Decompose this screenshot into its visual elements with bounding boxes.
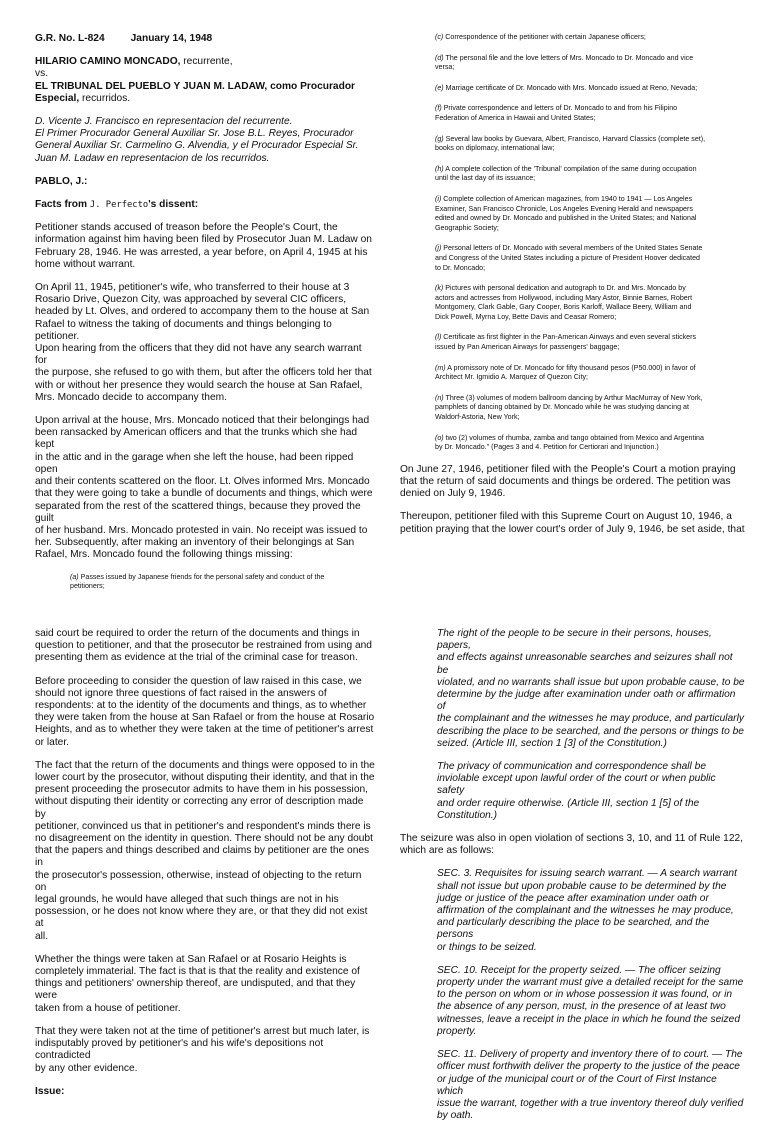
- spacer: [35, 943, 375, 954]
- body-paragraph: [35, 1026, 375, 1075]
- counsel-line: D. Vicente J. Francisco en representacion del recurrente.: [35, 116, 293, 128]
- item-text: Geographic Society;: [435, 223, 499, 232]
- item-text: Personal letters of Dr. Moncado with several members of the United States Senate: [443, 244, 703, 253]
- spacer: [435, 124, 745, 135]
- item-text: Several law books by Guevara, Albert, Francisco, Harvard Classics (complete set),: [445, 134, 706, 143]
- quote-paragraph: [437, 628, 745, 750]
- text-line: petition praying that the lower court's order of July 9, 1946, be set aside, that: [400, 523, 745, 535]
- text-line: question to petitioner, and that the prosecutor be restrained from using and: [35, 640, 372, 652]
- left-top-paragraphs: [35, 222, 375, 572]
- rule-quotes: [437, 868, 745, 1133]
- text-line: Heights, and as to whether they were taken at the time of petitioner's arrest: [35, 724, 374, 736]
- body-paragraph: [400, 464, 745, 501]
- item-entry: [435, 244, 745, 273]
- spacer: [35, 1075, 375, 1086]
- text-line: [435, 104, 745, 114]
- justice-name: J. Perfecto: [89, 200, 149, 211]
- item-entry: [435, 54, 745, 73]
- spacer: [437, 1038, 745, 1049]
- text-line: Rosario Drive, Quezon City, was approached by several CIC officers,: [35, 294, 347, 306]
- left-bottom-column: [35, 628, 375, 1098]
- text-line: that the return of said documents and things be ordered. The petition was: [400, 476, 731, 488]
- constitution-quotes: [437, 628, 745, 833]
- text-line: [435, 144, 745, 154]
- text-line: Rafael, Mrs. Moncado found the following things missing:: [35, 549, 293, 561]
- text-line: with or without her presence they would search the house at San Rafael,: [35, 379, 363, 391]
- item-text: Examiner, San Francisco Chronicle, Los Angeles Evening Herald and newspapers: [435, 204, 693, 213]
- spacer: [435, 154, 745, 165]
- rule-intro-paragraph: [400, 833, 745, 857]
- item-entry: [70, 573, 375, 592]
- text-line: [435, 195, 745, 205]
- text-line: witnesses, leave a receipt in the place in which he found the seized: [437, 1013, 740, 1025]
- text-line: indisputably proved by petitioner's and his wife's depositions not contradicted: [35, 1038, 324, 1062]
- item-text: Dick Powell, Myrna Loy, Bette Davis and Ceasar Romero;: [435, 312, 617, 321]
- left-top-column: [35, 33, 375, 633]
- spacer: [35, 404, 375, 415]
- text-line: Constitution.): [437, 809, 498, 821]
- text-line: and their contents scattered on the floor. Lt. Olves informed Mrs. Moncado: [35, 476, 370, 488]
- body-paragraph: [400, 511, 745, 535]
- text-line: [435, 303, 745, 313]
- text-line: seized. (Article III, section 1 [3] of the Constitution.): [437, 737, 667, 749]
- text-line: [435, 244, 745, 254]
- item-text: Marriage certificate of Dr. Moncado with Mrs. Moncado issued at Reno, Nevada;: [445, 83, 698, 92]
- rule-section: [437, 1049, 745, 1122]
- text-line: the purpose, she refused to go with them, but after the officers told her that: [35, 367, 372, 379]
- text-line: On June 27, 1946, petitioner filed with the People's Court a motion praying: [400, 463, 736, 475]
- item-entry: [435, 394, 745, 423]
- text-line: [435, 224, 745, 234]
- right-top-paragraphs: [400, 464, 745, 547]
- text-line: Rafael to witness the taking of documents and things belonging to petitioner.: [35, 318, 332, 342]
- item-text: A complete collection of the 'Tribunal' compilation of the same during occupation: [445, 164, 697, 173]
- right-item-list: [435, 33, 745, 464]
- text-line: [435, 264, 745, 274]
- item-entry: [435, 84, 745, 94]
- item-letter: (g): [435, 134, 444, 143]
- text-line: [435, 413, 745, 423]
- text-line: respondents: at to the identity of the documents and things, as to whether: [35, 700, 367, 712]
- facts-heading: Facts from J. Perfecto's dissent:: [35, 199, 199, 211]
- text-line: determine by the judge after examination under oath or affirmation of: [437, 689, 736, 713]
- text-line: by any other evidence.: [35, 1062, 138, 1074]
- text-line: her. Subsequently, after making an inventory of their belongings at San: [35, 537, 355, 549]
- item-text: issued by Pan American Airways for passengers' baggage;: [435, 343, 620, 352]
- text-line: February 28, 1946. He was arrested, a year before, on April 4, 1945 at his: [35, 246, 368, 258]
- text-line: or things to be seized.: [437, 941, 537, 953]
- text-line: The seizure was also in open violation of sections 3, 10, and 11 of Rule 122,: [400, 833, 744, 845]
- item-text: Passes issued by Japanese friends for the personal safety and conduct of the: [80, 572, 325, 581]
- text-line: no disagreement on the identity in question. There should not be any doubt: [35, 833, 373, 845]
- text-line: completely immaterial. The fact is that is that the reality and existence of: [35, 966, 360, 978]
- text-line: Before proceeding to consider the question of law raised in this case, we: [35, 675, 362, 687]
- item-letter: (o): [435, 433, 444, 442]
- item-text: Three (3) volumes of modern ballroom dancing by Arthur MacMurray of New York,: [445, 393, 703, 402]
- text-line: which are as follows:: [400, 845, 494, 857]
- petitioner-role: recurrente,: [180, 56, 233, 68]
- spacer: [35, 271, 375, 282]
- item-entry: [435, 333, 745, 352]
- text-line: The privacy of communication and correspondence shall be: [437, 761, 706, 773]
- item-text: and Congress of the United States including a picture of President Hoover dedicated: [435, 253, 700, 262]
- counsel-block: [35, 116, 375, 165]
- text-line: officer must forthwith deliver the property to the justice of the peace: [437, 1061, 740, 1073]
- right-top-column: [400, 33, 745, 547]
- spacer: [435, 273, 745, 284]
- item-text: versa;: [435, 63, 455, 72]
- text-line: [70, 582, 375, 592]
- item-text: Correspondence of the petitioner with certain Japanese officers;: [445, 33, 646, 41]
- text-line: the absence of any person, must, in the presence of at least two: [437, 1001, 726, 1013]
- item-text: Architect Mr. Igmidio A. Marquez of Quezon City;: [435, 373, 588, 382]
- spacer: [437, 1122, 745, 1133]
- text-line: [435, 403, 745, 413]
- item-text: A promissory note of Dr. Moncado for fifty thousand pesos (P50.000) in favor of: [447, 363, 696, 372]
- item-entry: [435, 135, 745, 154]
- text-line: Upon hearing from the officers that they did not have any search warrant for: [35, 343, 362, 367]
- item-text: Montgomery, Clark Gable, Gary Cooper, Boris Karloff, Wallace Beery, William and: [435, 303, 692, 312]
- text-line: without disputing their identity or correcting any error of description made by: [35, 796, 364, 820]
- text-line: lower court by the prosecutor, without disputing their identity, and that in the: [35, 772, 375, 784]
- text-line: SEC. 10. Receipt for the property seized. — The officer seizing: [437, 964, 721, 976]
- case-petitioner-line: [35, 56, 375, 68]
- spacer: [437, 954, 745, 965]
- spacer: [435, 43, 745, 54]
- text-line: [435, 84, 745, 94]
- text-line: [435, 443, 745, 453]
- item-letter: (n): [435, 393, 444, 402]
- item-entry: [435, 434, 745, 453]
- text-line: violated, and no warrants shall issue but upon probable cause, to be: [437, 676, 745, 688]
- spacer: [400, 500, 745, 511]
- text-line: [435, 63, 745, 73]
- item-text: edited and owned by Dr. Moncado and published in the United States; and National: [435, 214, 697, 223]
- item-text: Private correspondence and letters of Dr. Moncado to and from his Filipino: [443, 104, 678, 113]
- text-line: taken from a house of petitioner.: [35, 1002, 181, 1014]
- spacer: [35, 1015, 375, 1026]
- text-line: the prosecutor's possession, otherwise, instead of objecting to the return on: [35, 869, 362, 893]
- text-line: The fact that the return of the documents and things were opposed to in the: [35, 759, 375, 771]
- spacer: [35, 562, 375, 573]
- text-line: [435, 54, 745, 64]
- item-letter: (i): [435, 194, 442, 203]
- spacer: [437, 822, 745, 833]
- text-line: Upon arrival at the house, Mrs. Moncado noticed that their belongings had: [35, 415, 370, 427]
- item-letter: (d): [435, 53, 444, 62]
- item-text: Waldorf-Astoria, New York;: [435, 413, 520, 422]
- item-entry: [435, 364, 745, 383]
- item-text: pamphlets of dancing obtained by Dr. Moncado while he was studying dancing at: [435, 403, 689, 412]
- text-line: The right of the people to be secure in their persons, houses, papers,: [437, 628, 712, 652]
- text-line: or judge of the municipal court or of the Court of First Instance which: [437, 1073, 717, 1097]
- text-line: [435, 364, 745, 374]
- text-line: in the attic and in the garage when she left the house, had been ripped open: [35, 451, 354, 475]
- text-line: all.: [35, 930, 49, 942]
- text-line: and effects against unreasonable searches and seizures shall not be: [437, 652, 733, 676]
- text-line: or later.: [35, 736, 69, 748]
- case-respondents-line: [35, 81, 375, 105]
- text-line: Petitioner stands accused of treason before the People's Court, the: [35, 222, 338, 234]
- text-line: information against him having been filed by Prosecutor Juan M. Ladaw on: [35, 234, 372, 246]
- body-paragraph: [35, 676, 375, 749]
- text-line: [435, 33, 745, 43]
- text-line: Mrs. Moncado decide to accompany them.: [35, 391, 227, 403]
- item-letter: (c): [435, 33, 444, 41]
- text-line: [435, 313, 745, 323]
- item-letter: (j): [435, 244, 442, 253]
- spacer: [437, 750, 745, 761]
- item-letter: (l): [435, 333, 442, 342]
- text-line: [435, 333, 745, 343]
- text-line: [435, 373, 745, 383]
- text-line: property under the warrant must give a detailed receipt for the same: [437, 977, 744, 989]
- ponente: PABLO, J.:: [35, 175, 88, 187]
- left-bottom-paragraphs: [35, 628, 375, 1086]
- text-line: petitioner, convinced us that in petitioner's and respondent's minds there is: [35, 820, 371, 832]
- rule-section: [437, 965, 745, 1038]
- text-line: [435, 394, 745, 404]
- text-line: the complainant and the witnesses he may produce, and particularly: [437, 713, 744, 725]
- text-line: [435, 174, 745, 184]
- text-line: things and petitioners' ownership thereof, are undisputed, and that they were: [35, 978, 356, 1002]
- text-line: describing the place to be searched, and the persons or things to be: [437, 725, 744, 737]
- text-line: That they were taken not at the time of petitioner's arrest but much later, is: [35, 1025, 370, 1037]
- case-date: January 14, 1948: [130, 33, 213, 44]
- spacer: [435, 93, 745, 104]
- item-entry: [435, 33, 745, 43]
- text-line: and order require otherwise. (Article III, section 1 [5] of the: [437, 797, 700, 809]
- body-paragraph: [35, 760, 375, 943]
- text-line: said court be required to order the return of the documents and things in: [35, 628, 360, 639]
- text-line: presenting them as evidence at the trial of the criminal case for treason.: [35, 652, 358, 664]
- item-letter: (f): [435, 104, 442, 113]
- rule-section: [437, 868, 745, 953]
- text-line: Thereupon, petitioner filed with this Supreme Court on August 10, 1946, a: [400, 511, 732, 523]
- text-line: should not ignore three questions of fact raised in the answers of: [35, 687, 327, 699]
- text-line: been ransacked by American officers and that the trunks which she had kept: [35, 427, 358, 451]
- item-letter: (m): [435, 363, 446, 372]
- text-line: property.: [437, 1025, 477, 1037]
- text-line: SEC. 11. Delivery of property and inventory there of to court. — The: [437, 1049, 743, 1061]
- text-line: they were taken from the house at San Rafael or from the house at Rosario: [35, 712, 375, 724]
- body-paragraph: [35, 954, 375, 1015]
- text-line: to the person on whom or in whose possession it was found, or in: [437, 989, 733, 1001]
- text-line: that they were going to take a bundle of documents and things, which were: [35, 488, 373, 500]
- item-entry: [435, 104, 745, 123]
- spacer: [435, 383, 745, 394]
- spacer: [435, 423, 745, 434]
- item-text: by Dr. Moncado." (Pages 3 and 4. Petition for Certiorari and Injunction.): [435, 443, 659, 452]
- item-letter: (e): [435, 83, 444, 92]
- item-letter: (a): [70, 572, 79, 581]
- counsel-line: General Auxiliar Sr. Carmelino G. Alvendia, y el Procurador Especial Sr.: [35, 140, 359, 152]
- item-text: two (2) volumes of rhumba, zamba and tango obtained from Mexico and Argentina: [445, 433, 704, 442]
- text-line: headed by Lt. Olves, and ordered to accompany them to the house at San: [35, 306, 370, 318]
- versus-label: vs.: [35, 68, 49, 80]
- text-line: [435, 214, 745, 224]
- text-line: judge or justice of the peace after examination under oath or: [437, 892, 709, 904]
- spacer: [435, 184, 745, 195]
- issue-heading: Issue:: [35, 1085, 65, 1097]
- spacer: [35, 665, 375, 676]
- text-line: Whether the things were taken at San Rafael or at Rosario Heights is: [35, 953, 347, 965]
- case-header-line: [35, 33, 375, 45]
- body-paragraph: [35, 628, 375, 665]
- item-text: Certificate as first flighter in the Pan-American Airways and even several stickers: [443, 333, 697, 342]
- body-paragraph: [35, 222, 375, 271]
- petitioner-name: HILARIO CAMINO MONCADO,: [35, 56, 181, 68]
- text-line: shall not issue but upon probable cause to be determined by the: [437, 880, 727, 892]
- item-letter: (k): [435, 284, 444, 293]
- text-line: [435, 114, 745, 124]
- item-text: actors and actresses from Hollywood, including Mary Astor, Binnie Barnes, Robert: [435, 293, 693, 302]
- text-line: of her husband. Mrs. Moncado protested in vain. No receipt was issued to: [35, 524, 368, 536]
- text-line: [435, 165, 745, 175]
- text-line: [70, 573, 375, 583]
- quote-paragraph: [437, 761, 745, 822]
- item-text: Complete collection of American magazines, from 1940 to 1941 — Los Angeles: [443, 194, 693, 203]
- right-bottom-column: [400, 628, 745, 1133]
- text-line: [435, 294, 745, 304]
- text-line: denied on July 9, 1946.: [400, 488, 506, 500]
- text-line: and particularly describing the place to be searched, and the persons: [437, 917, 710, 941]
- spacer: [400, 536, 745, 547]
- counsel-line: El Primer Procurador General Auxiliar Sr. Jose B.L. Reyes, Procurador: [35, 128, 354, 140]
- spacer: [435, 322, 745, 333]
- spacer: [435, 73, 745, 84]
- spacer: [435, 233, 745, 244]
- body-paragraph: [35, 282, 375, 404]
- text-line: [435, 205, 745, 215]
- item-text: The personal file and the love letters of Mrs. Moncado to Dr. Moncado and vice: [445, 53, 694, 62]
- spacer: [435, 353, 745, 364]
- body-paragraph: [35, 415, 375, 561]
- case-number: G.R. No. L-824: [35, 33, 105, 44]
- item-text: Federation of America in Hawaii and United States;: [435, 113, 596, 122]
- item-entry: [435, 195, 745, 233]
- text-line: by oath.: [437, 1110, 474, 1122]
- spacer: [435, 453, 745, 464]
- text-line: On April 11, 1945, petitioner's wife, who transferred to their house at 3: [35, 282, 350, 294]
- text-line: possession, or he does not know where they are, or that they did not exist at: [35, 906, 368, 930]
- text-line: that the papers and things described and claims by petitioner are the ones in: [35, 845, 370, 869]
- item-entry: [435, 284, 745, 322]
- item-text: books on diplomacy, international law;: [435, 144, 555, 153]
- text-line: [435, 254, 745, 264]
- page-break: [0, 592, 768, 626]
- text-line: [435, 284, 745, 294]
- text-line: home without warrant.: [35, 258, 136, 270]
- text-line: [435, 434, 745, 444]
- respondents-name: EL TRIBUNAL DEL PUEBLO Y JUAN M. LADAW, como Procurador Especial,: [35, 80, 356, 104]
- text-line: present proceeding the prosecutor admits to have them in his possession,: [35, 784, 368, 796]
- text-line: SEC. 3. Requisites for issuing search warrant. — A search warrant: [437, 868, 737, 880]
- text-line: inviolable except upon lawful order of the court or when public safety: [437, 773, 716, 797]
- item-text: until the last day of its issuance;: [435, 174, 536, 183]
- counsel-line: Juan M. Ladaw en representacion de los recurridos.: [35, 152, 270, 164]
- item-entry: [435, 165, 745, 184]
- item-text: Pictures with personal dedication and autograph to Dr. and Mrs. Moncado by: [445, 284, 686, 293]
- text-line: issue the warrant, together with a true inventory thereof duly verified: [437, 1097, 744, 1109]
- spacer: [35, 749, 375, 760]
- text-line: [435, 135, 745, 145]
- text-line: affirmation of the complainant and the witnesses he may produce,: [437, 905, 734, 917]
- text-line: [435, 343, 745, 353]
- item-text: petitioners;: [70, 582, 105, 591]
- respondents-role: recurridos.: [79, 92, 131, 104]
- item-text: to Dr. Moncado;: [435, 263, 486, 272]
- item-letter: (h): [435, 164, 444, 173]
- text-line: legal grounds, he would have alleged that such things are not in his: [35, 894, 339, 906]
- text-line: separated from the rest of the scattered things, because they proved the guilt: [35, 500, 361, 524]
